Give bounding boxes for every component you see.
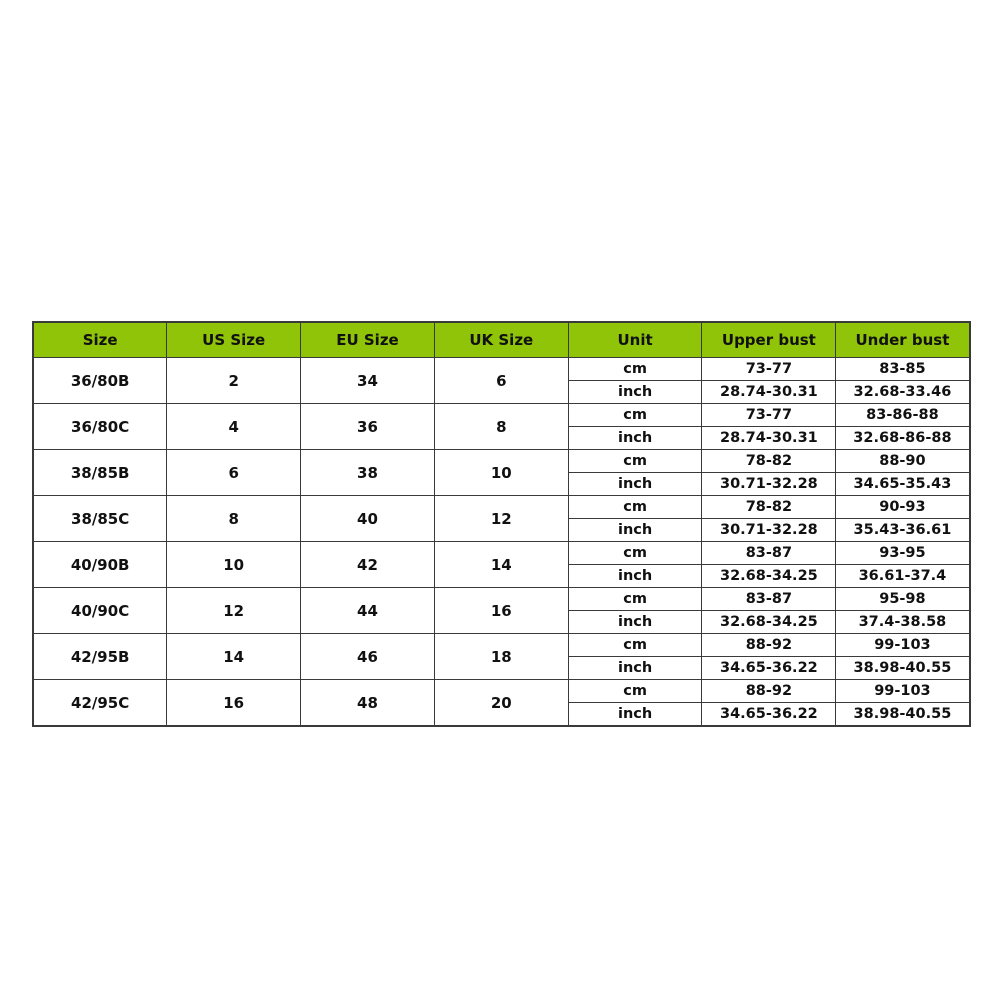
table-row	[33, 358, 970, 381]
unit-cell: cm	[568, 680, 702, 703]
under-bust-cell: 34.65-35.43	[836, 473, 970, 496]
under-bust-cell: 88-90	[836, 450, 970, 473]
header-uk-size: UK Size	[434, 322, 568, 358]
size-cell: 40/90C	[33, 588, 167, 634]
eu-size-cell: 48	[301, 680, 435, 727]
upper-bust-cell: 83-87	[702, 542, 836, 565]
under-bust-cell: 95-98	[836, 588, 970, 611]
under-bust-cell: 93-95	[836, 542, 970, 565]
header-unit: Unit	[568, 322, 702, 358]
unit-cell: cm	[568, 358, 702, 381]
upper-bust-cell: 32.68-34.25	[702, 565, 836, 588]
unit-cell: inch	[568, 473, 702, 496]
upper-bust-cell: 30.71-32.28	[702, 519, 836, 542]
upper-bust-cell: 88-92	[702, 680, 836, 703]
upper-bust-cell: 83-87	[702, 588, 836, 611]
unit-cell: inch	[568, 611, 702, 634]
header-eu-size: EU Size	[301, 322, 435, 358]
upper-bust-cell: 73-77	[702, 404, 836, 427]
unit-cell: cm	[568, 542, 702, 565]
size-cell: 42/95B	[33, 634, 167, 680]
table-body	[33, 358, 970, 727]
under-bust-cell: 99-103	[836, 680, 970, 703]
upper-bust-cell: 32.68-34.25	[702, 611, 836, 634]
upper-bust-cell: 78-82	[702, 496, 836, 519]
uk-size-cell: 12	[434, 496, 568, 542]
under-bust-cell: 37.4-38.58	[836, 611, 970, 634]
eu-size-cell: 44	[301, 588, 435, 634]
table-row	[33, 496, 970, 519]
us-size-cell: 6	[167, 450, 301, 496]
upper-bust-cell: 78-82	[702, 450, 836, 473]
uk-size-cell: 10	[434, 450, 568, 496]
under-bust-cell: 38.98-40.55	[836, 657, 970, 680]
size-cell: 38/85B	[33, 450, 167, 496]
under-bust-cell: 32.68-86-88	[836, 427, 970, 450]
size-cell: 40/90B	[33, 542, 167, 588]
under-bust-cell: 90-93	[836, 496, 970, 519]
upper-bust-cell: 88-92	[702, 634, 836, 657]
size-cell: 36/80C	[33, 404, 167, 450]
upper-bust-cell: 28.74-30.31	[702, 427, 836, 450]
size-cell: 42/95C	[33, 680, 167, 727]
eu-size-cell: 46	[301, 634, 435, 680]
under-bust-cell: 83-86-88	[836, 404, 970, 427]
size-cell: 36/80B	[33, 358, 167, 404]
uk-size-cell: 6	[434, 358, 568, 404]
uk-size-cell: 14	[434, 542, 568, 588]
us-size-cell: 4	[167, 404, 301, 450]
unit-cell: inch	[568, 519, 702, 542]
eu-size-cell: 34	[301, 358, 435, 404]
eu-size-cell: 42	[301, 542, 435, 588]
unit-cell: cm	[568, 450, 702, 473]
under-bust-cell: 32.68-33.46	[836, 381, 970, 404]
header-size: Size	[33, 322, 167, 358]
under-bust-cell: 99-103	[836, 634, 970, 657]
header-upper-bust: Upper bust	[702, 322, 836, 358]
table-row	[33, 588, 970, 611]
uk-size-cell: 18	[434, 634, 568, 680]
uk-size-cell: 20	[434, 680, 568, 727]
size-chart-table	[32, 321, 971, 727]
unit-cell: inch	[568, 381, 702, 404]
under-bust-cell: 83-85	[836, 358, 970, 381]
size-cell: 38/85C	[33, 496, 167, 542]
us-size-cell: 2	[167, 358, 301, 404]
unit-cell: inch	[568, 703, 702, 727]
unit-cell: cm	[568, 496, 702, 519]
table-row	[33, 680, 970, 703]
table-row	[33, 450, 970, 473]
unit-cell: inch	[568, 427, 702, 450]
under-bust-cell: 36.61-37.4	[836, 565, 970, 588]
us-size-cell: 10	[167, 542, 301, 588]
upper-bust-cell: 30.71-32.28	[702, 473, 836, 496]
us-size-cell: 14	[167, 634, 301, 680]
us-size-cell: 16	[167, 680, 301, 727]
unit-cell: cm	[568, 404, 702, 427]
uk-size-cell: 16	[434, 588, 568, 634]
unit-cell: cm	[568, 588, 702, 611]
table-row	[33, 404, 970, 427]
upper-bust-cell: 73-77	[702, 358, 836, 381]
uk-size-cell: 8	[434, 404, 568, 450]
upper-bust-cell: 28.74-30.31	[702, 381, 836, 404]
us-size-cell: 12	[167, 588, 301, 634]
upper-bust-cell: 34.65-36.22	[702, 657, 836, 680]
eu-size-cell: 38	[301, 450, 435, 496]
table-row	[33, 634, 970, 657]
unit-cell: inch	[568, 565, 702, 588]
header-under-bust: Under bust	[836, 322, 970, 358]
header-us-size: US Size	[167, 322, 301, 358]
unit-cell: inch	[568, 657, 702, 680]
unit-cell: cm	[568, 634, 702, 657]
eu-size-cell: 40	[301, 496, 435, 542]
under-bust-cell: 38.98-40.55	[836, 703, 970, 727]
upper-bust-cell: 34.65-36.22	[702, 703, 836, 727]
us-size-cell: 8	[167, 496, 301, 542]
eu-size-cell: 36	[301, 404, 435, 450]
table-row	[33, 542, 970, 565]
header-row	[33, 322, 970, 358]
under-bust-cell: 35.43-36.61	[836, 519, 970, 542]
